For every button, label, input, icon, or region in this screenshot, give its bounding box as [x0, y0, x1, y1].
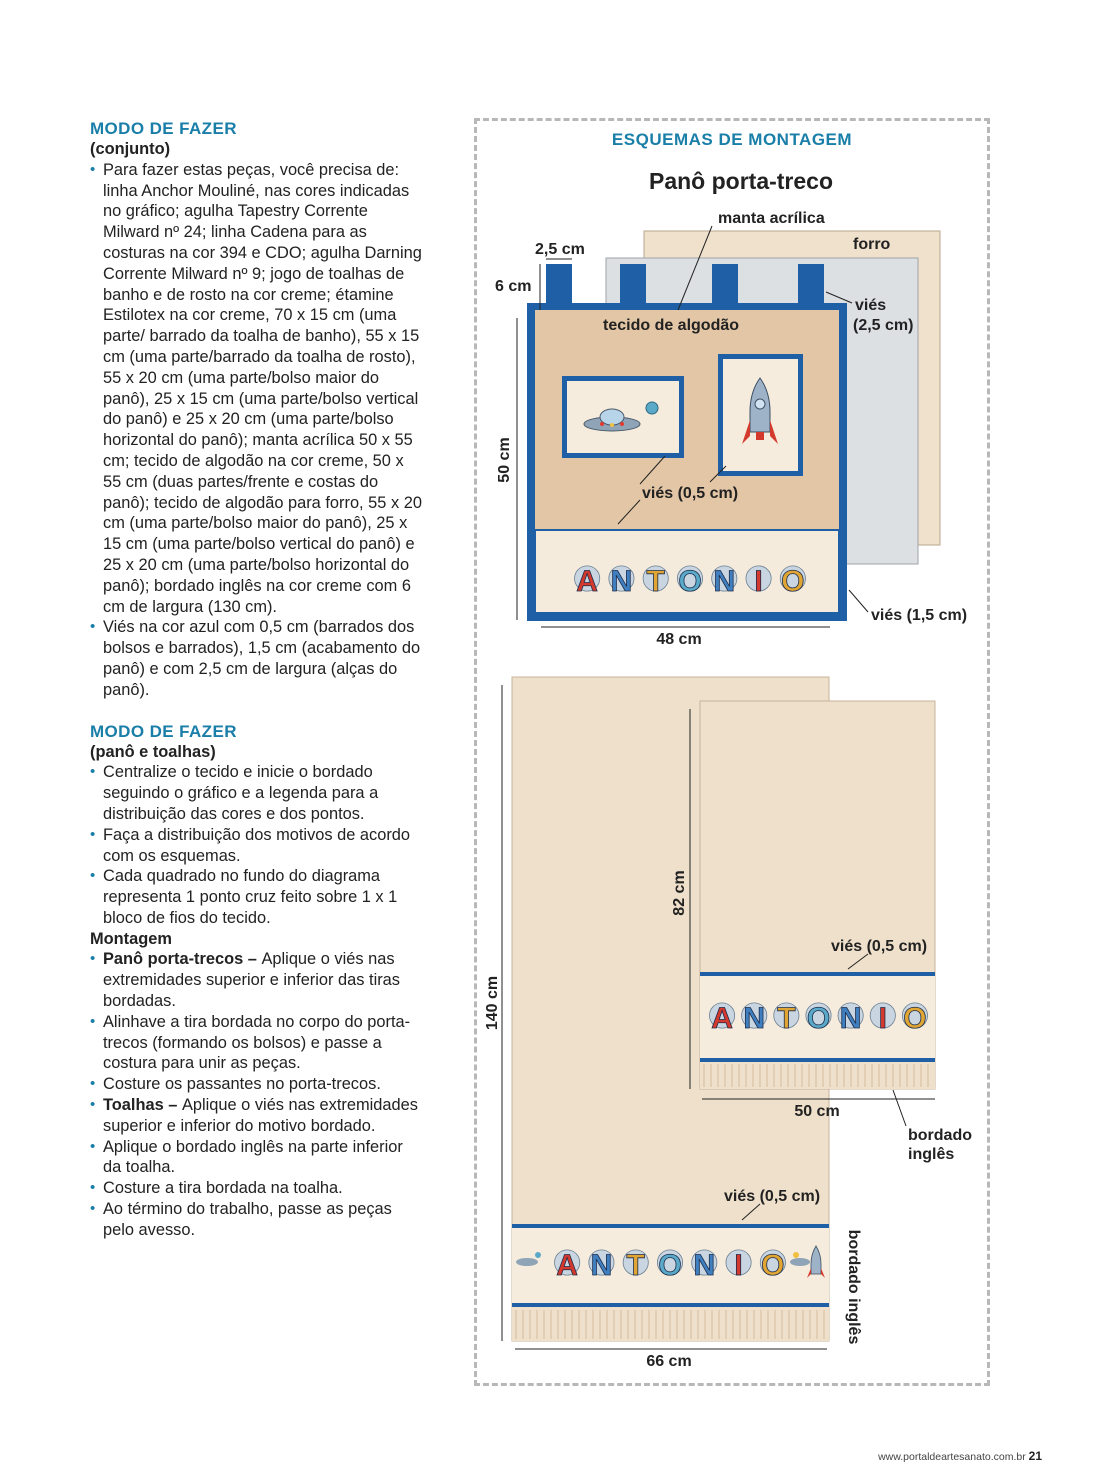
- page-number: 21: [1028, 1449, 1042, 1463]
- name-letter: N: [713, 564, 736, 598]
- label-bath-vies: viés (0,5 cm): [724, 1188, 821, 1205]
- name-letter: O: [658, 1248, 682, 1282]
- label-vies-25-size: (2,5 cm): [853, 317, 914, 334]
- label-tecido: tecido de algodão: [603, 317, 740, 334]
- list-item: [90, 949, 425, 1011]
- pano-title: Panô porta-treco: [648, 168, 834, 194]
- name-letter: O: [678, 564, 702, 598]
- list-item: • Para fazer estas peças, você precisa de: linha Anchor Mouliné, nas cores indicadas no gráfico; agulha Tapestry Corrente Milward nº 24; linha Cadena para as costuras na cor 394 e CDO; agulha Darning Corrente Milward nº 9; jogo de toalhas de banho e de rosto na cor creme; étamine Estilotex na cor creme, 70 x 15 cm (uma parte/ barrado da toalha de banho), 55 x 15 cm (uma parte/barrado da toalha de rosto), 55 x 20 cm (uma parte/bolso maior do panô), 25 x 15 cm (uma parte/bolso vertical do panô) e 25 x 20 cm (uma parte/bolso horizontal do panô); manta acrílica 50 x 55 cm; tecido de algodão na cor creme, 50 x 55 cm (duas partes/frente e costas do panô); tecido de algodão para forro, 55 x 20 cm (uma parte/bolso maior do panô), 25 x 15 cm (uma parte/bolso vertical do panô) e 25 x 20 cm (uma parte/bolso horizontal do panô); bordado inglês na cor creme com 6 cm de largura (130 cm).: [90, 160, 425, 618]
- list-item: [90, 1199, 425, 1241]
- label-bordado: bordado: [908, 1127, 972, 1144]
- list-item: [90, 1012, 425, 1074]
- page-footer: [878, 1449, 1042, 1463]
- list-item: [90, 1074, 425, 1095]
- label-face-vies: viés (0,5 cm): [831, 938, 928, 955]
- list-item-text: Aplique o bordado inglês na parte inferior da toalha.: [103, 1137, 403, 1177]
- label-manta: manta acrílica: [718, 210, 825, 227]
- list-item: [90, 1178, 425, 1199]
- section-subtitle: (conjunto): [90, 140, 171, 158]
- section-subtitle: (panô e toalhas): [90, 742, 216, 761]
- name-letter: O: [806, 1001, 831, 1035]
- list-item: • Faça a distribuição dos motivos de acordo com os esquemas.: [90, 825, 425, 867]
- name-letter: O: [761, 1248, 785, 1282]
- name-letter: T: [626, 1248, 645, 1282]
- label-vies-05: viés (0,5 cm): [642, 485, 739, 502]
- list-item-text: Aplique o viés nas extremidades superior e inferior do motivo bordado.: [103, 1096, 418, 1135]
- name-letter: O: [781, 564, 805, 598]
- section-title: MODO DE FAZER: [90, 721, 237, 741]
- name-letter: N: [839, 1001, 862, 1035]
- section-title: MODO DE FAZER: [90, 119, 237, 138]
- footer-url: www.portaldeartesanato.com.br: [878, 1451, 1026, 1463]
- assembly-schematic-box: [474, 118, 990, 1386]
- name-letter: T: [777, 1001, 796, 1035]
- list-item: • Viés na cor azul com 0,5 cm (barrados dos bolsos e barrados), 1,5 cm (acabamento do panô) e com 2,5 cm de largura (alças do panô).: [90, 617, 425, 700]
- montagem-list: [90, 949, 425, 1240]
- label-alca-height: 6 cm: [495, 278, 532, 295]
- list-item-lead: Panô porta-trecos –: [103, 950, 262, 969]
- list-item-text: Aplique o viés nas extremidades superior e inferior das tiras bordadas.: [103, 950, 400, 1011]
- list-item-text: Costure os passantes no porta-trecos.: [103, 1075, 381, 1094]
- name-letter: N: [610, 564, 633, 598]
- name-letter: A: [711, 1001, 733, 1035]
- assembly-diagram: [474, 118, 990, 1386]
- name-letter: O: [903, 1001, 927, 1035]
- label-vies-25: viés: [855, 297, 887, 314]
- instructions-column: [90, 118, 425, 1261]
- leader-line: [849, 590, 868, 612]
- montagem-heading: Montagem: [90, 929, 172, 948]
- name-letter: I: [754, 564, 763, 598]
- label-face-width: 50 cm: [794, 1103, 840, 1120]
- label-bath-height: 140 cm: [484, 975, 501, 1031]
- list-item: • Centralize o tecido e inicie o bordado seguindo o gráfico e a legenda para a distribuição das cores e dos pontos.: [90, 762, 425, 824]
- list-item-lead: Toalhas –: [103, 1096, 182, 1115]
- list-item-text: Ao término do trabalho, passe as peças pelo avesso.: [103, 1200, 392, 1239]
- name-letter: N: [693, 1248, 716, 1282]
- label-bath-width: 66 cm: [646, 1353, 692, 1370]
- name-letter: I: [734, 1248, 743, 1282]
- list-item: [90, 1137, 425, 1179]
- name-letter: I: [878, 1001, 887, 1035]
- label-pano-width: 48 cm: [656, 631, 702, 648]
- bath-vies-bottom: [512, 1303, 829, 1307]
- list-item-text: Alinhave a tira bordada no corpo do porta-trecos (formando os bolsos) e passe a costura para unir as peças.: [103, 1012, 411, 1073]
- face-towel-diagram: [700, 701, 935, 1089]
- label-bath-bordado: bordado inglês: [845, 1229, 862, 1345]
- name-letter: A: [576, 564, 598, 598]
- section-conjunto: [90, 118, 425, 701]
- steps-list: [90, 762, 425, 928]
- schema-heading: ESQUEMAS DE MONTAGEM: [611, 130, 853, 149]
- label-forro: forro: [853, 236, 891, 253]
- name-letter: N: [743, 1001, 766, 1035]
- list-item-text: Costure a tira bordada na toalha.: [103, 1179, 343, 1198]
- bath-vies-top: [512, 1224, 829, 1228]
- label-vies-15: viés (1,5 cm): [871, 607, 968, 624]
- name-letter: N: [590, 1248, 613, 1282]
- label-alca-width: 2,5 cm: [535, 241, 585, 258]
- label-ingles: inglês: [908, 1146, 955, 1163]
- face-vies-bottom: [700, 1058, 935, 1062]
- list-item: • Cada quadrado no fundo do diagrama representa 1 ponto cruz feito sobre 1 x 1 bloco de fios do tecido.: [90, 866, 425, 928]
- label-face-height: 82 cm: [671, 870, 688, 916]
- face-vies-top: [700, 972, 935, 976]
- name-letter: A: [556, 1248, 578, 1282]
- section-pano-toalhas: [90, 721, 425, 1241]
- pano-diagram: [527, 231, 940, 621]
- list-item: [90, 1095, 425, 1137]
- name-letter: T: [646, 564, 665, 598]
- materials-list: [90, 160, 425, 701]
- label-pano-height: 50 cm: [496, 437, 513, 483]
- leader-line: [893, 1090, 906, 1126]
